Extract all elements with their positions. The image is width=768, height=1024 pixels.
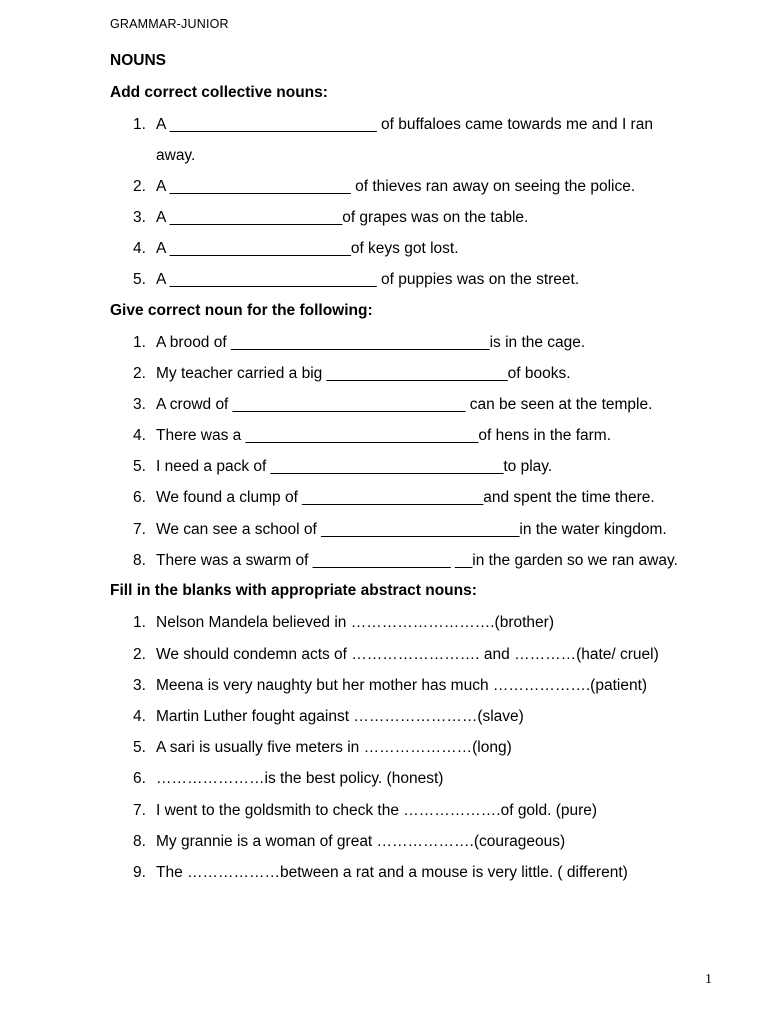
page-title: NOUNS [110,52,166,69]
section-heading-nouns: Give correct noun for the following: [110,302,373,319]
page-number: 1 [705,972,712,987]
section-heading-collective: Add correct collective nouns: [110,84,328,101]
section-heading-abstract: Fill in the blanks with appropriate abstract nouns: [110,582,477,599]
document-header: GRAMMAR-JUNIOR [110,17,229,31]
